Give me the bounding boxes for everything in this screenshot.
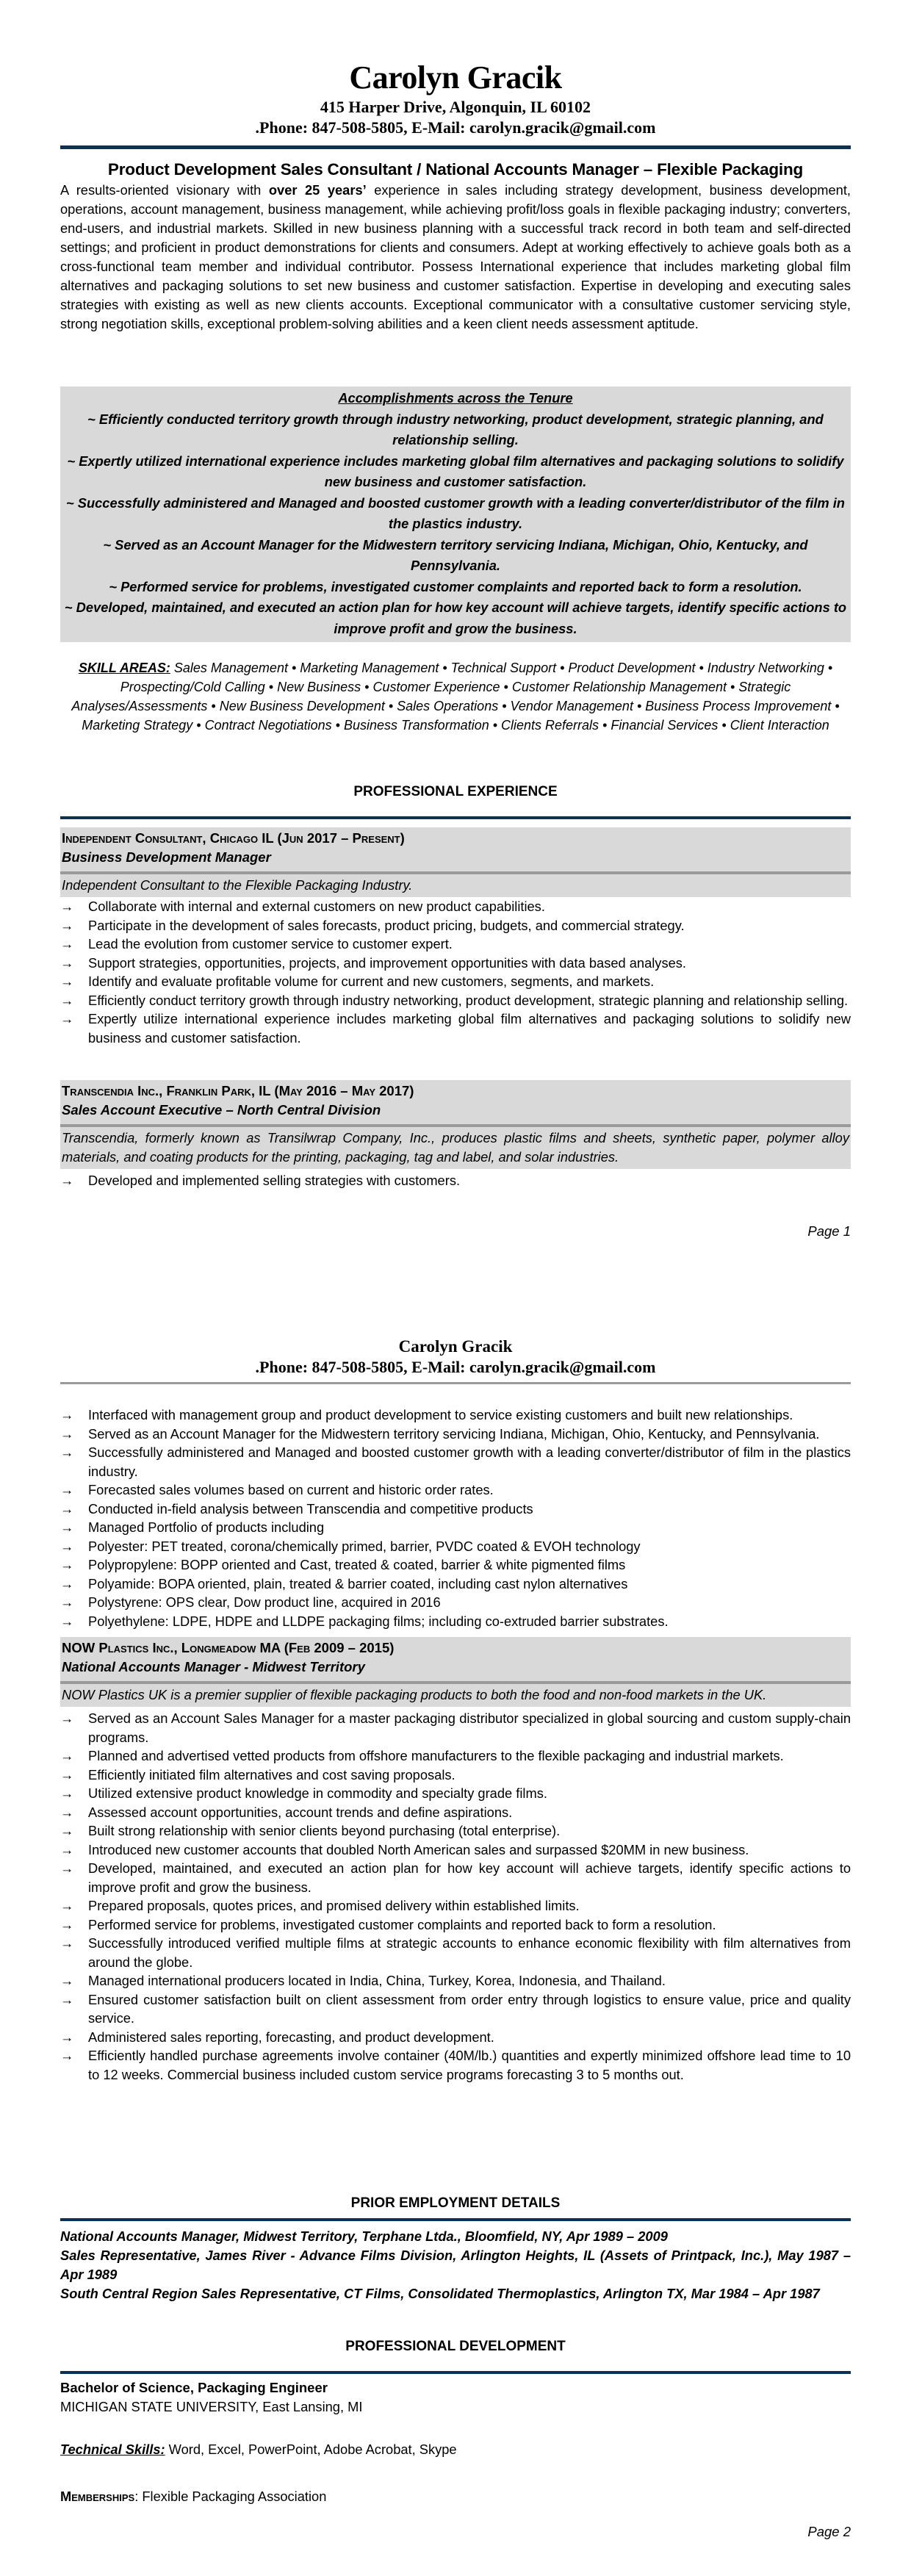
arrow-right-icon: → [60, 1766, 74, 1782]
job-description: Independent Consultant to the Flexible Packaging Industry. [60, 874, 851, 897]
arrow-right-icon: → [60, 2029, 74, 2045]
bullet-text: Polyethylene: LDPE, HDPE and LLDPE packaging films; including co-extruded barrier substrates. [88, 1613, 669, 1629]
arrow-right-icon: → [60, 1482, 74, 1497]
bullet-item [60, 1896, 851, 1915]
memberships [60, 2487, 851, 2506]
bullet-text: Interfaced with management group and product development to service existing customers and built new relationships. [88, 1407, 793, 1422]
job-description: Transcendia, formerly known as Transilwrap Company, Inc., produces plastic films and sheets, synthetic paper, polymer alloy materials, and coating products for the printing, packaging, tag and label, and solar industries. [60, 1127, 851, 1169]
bullet-item [60, 1010, 851, 1047]
job-bullets [60, 1171, 851, 1190]
memberships-label: Memberships [60, 2489, 135, 2504]
job-independent-consultant [60, 827, 851, 1047]
bullet-text: Expertly utilize international experience includes marketing global film alternatives and packaging solutions to solidify new business and customer satisfaction. [88, 1011, 851, 1046]
bullet-item [60, 935, 851, 954]
bullet-item [60, 2028, 851, 2047]
school: MICHIGAN STATE UNIVERSITY, East Lansing, MI [60, 2399, 363, 2414]
education [60, 2378, 851, 2417]
arrow-right-icon: → [60, 1710, 74, 1726]
job-role: Business Development Manager [62, 849, 271, 865]
bullet-item [60, 1537, 851, 1556]
bullet-item [60, 2046, 851, 2084]
arrow-right-icon: → [60, 1785, 74, 1801]
prior-employment-list [60, 2227, 851, 2303]
prior-employment-heading: PRIOR EMPLOYMENT DETAILS [350, 2195, 561, 2211]
job-header [60, 1637, 851, 1681]
accomplishment-item: ~ Expertly utilized international experience includes marketing global film alternatives and packaging solutions to solidify new business and customer satisfaction. [67, 453, 844, 489]
job-header [60, 1080, 851, 1124]
bullet-item [60, 1990, 851, 2028]
arrow-right-icon: → [60, 1898, 74, 1913]
bullet-item [60, 1171, 851, 1190]
arrow-right-icon: → [60, 1519, 74, 1535]
degree: Bachelor of Science, Packaging Engineer [60, 2380, 328, 2395]
bullet-text: Collaborate with internal and external customers on new product capabilities. [88, 899, 545, 914]
candidate-address: 415 Harper Drive, Algonquin, IL 60102 [320, 98, 591, 116]
page-number: Page 1 [807, 1223, 851, 1239]
accomplishments-heading: Accomplishments across the Tenure [338, 390, 573, 406]
bullet-text: Ensured customer satisfaction built on client assessment from order entry through logistics to ensure value, price and quality service. [88, 1991, 851, 2026]
bullet-item [60, 1612, 851, 1631]
job-transcendia-continued [60, 1406, 851, 1630]
bullet-text: Forecasted sales volumes based on current and historic order rates. [88, 1482, 494, 1497]
arrow-right-icon: → [60, 1173, 74, 1188]
accomplishment-item: ~ Successfully administered and Managed and boosted customer growth with a leading converter/distributor of the film in the plastics industry. [66, 494, 845, 531]
bullet-item [60, 1481, 851, 1500]
arrow-right-icon: → [60, 936, 74, 951]
bullet-item [60, 897, 851, 916]
bullet-text: Polyester: PET treated, corona/chemically primed, barrier, PVDC coated & EVOH technology [88, 1538, 641, 1554]
arrow-right-icon: → [60, 992, 74, 1008]
bullet-item [60, 1593, 851, 1612]
bullet-text: Performed service for problems, investigated customer complaints and reported back to form a resolution. [88, 1916, 716, 1932]
bullet-text: Administered sales reporting, forecasting, and product development. [88, 2029, 494, 2045]
accomplishment-item: ~ Efficiently conducted territory growth through industry networking, product development, strategic planning, and relationship selling. [87, 411, 824, 447]
bullet-text: Successfully administered and Managed and boosted customer growth with a leading converter/distributor of film in the plastics industry. [88, 1444, 851, 1479]
bullet-text: Managed international producers located in India, China, Turkey, Korea, Indonesia, and Thailand. [88, 1973, 666, 1988]
arrow-right-icon: → [60, 1916, 74, 1932]
summary-emphasis: over 25 years’ [268, 182, 367, 198]
arrow-right-icon: → [60, 917, 74, 933]
technical-skills-value: Word, Excel, PowerPoint, Adobe Acrobat, Skype [165, 2442, 457, 2457]
arrow-right-icon: → [60, 2048, 74, 2063]
technical-skills-label: Technical Skills: [60, 2442, 165, 2457]
arrow-right-icon: → [60, 1804, 74, 1820]
bullet-text: Participate in the development of sales forecasts, product pricing, budgets, and commercial strategy. [88, 917, 685, 933]
bullet-text: Lead the evolution from customer service to customer expert. [88, 936, 453, 951]
summary-text: experience in sales including strategy development, business development, operations, account management, business management, while achieving profit/loss goals in flexible packaging industry; converters, end-users, and industrial markets. Skilled in new business planning with a successful track record in both team and self-directed settings; and proficient in product demonstrations for clients and consumers. Adept at working effectively to achieve goals both as a cross-functional team member and individual contributor. Possess International experience that includes marketing global film alternatives and packaging solutions to set new business and customer satisfaction. Expertise in developing and executing sales strategies with existing as well as new clients accounts. Exceptional communicator with a consultative customer servicing style, strong negotiation skills, exceptional problem-solving abilities and a keen client needs assessment aptitude. [60, 182, 851, 331]
bullet-text: Planned and advertised vetted products from offshore manufacturers to the flexible packaging and industrial markets. [88, 1748, 784, 1763]
arrow-right-icon: → [60, 974, 74, 989]
arrow-right-icon: → [60, 1973, 74, 1988]
bullet-item [60, 1821, 851, 1841]
development-rule [60, 2371, 851, 2374]
bullet-item [60, 1518, 851, 1537]
bullet-text: Served as an Account Manager for the Midwestern territory servicing Indiana, Michigan, Ohio, Kentucky, and Pennsylvania. [88, 1425, 820, 1442]
skill-areas-list: Sales Management • Marketing Management • Technical Support • Product Development • Industry Networking • Prospecting/Cold Calling • New Business • Customer Experience • Customer Relationship Management • Strategic Analyses/Assessments • New Business Development • Sales Operations • Vendor Management • Business Process Improvement • Marketing Strategy • Contract Negotiations • Business Transformation • Clients Referrals • Financial Services • Client Interaction [71, 661, 840, 733]
bullet-item [60, 1915, 851, 1935]
bullet-text: Efficiently handled purchase agreements involve container (40M/lb.) quantities and expertly minimized offshore lead time to 10 to 12 weeks. Commercial business included custom service programs forecasting 3 to 5 months out. [88, 2048, 851, 2082]
job-bullets [60, 1709, 851, 2084]
arrow-right-icon: → [60, 1011, 74, 1026]
page2-header [60, 1336, 851, 1378]
bullet-item [60, 1859, 851, 1896]
bullet-item [60, 1746, 851, 1766]
profile-section [60, 159, 851, 334]
job-bullets [60, 1406, 851, 1630]
arrow-right-icon: → [60, 1557, 74, 1572]
arrow-right-icon: → [60, 1860, 74, 1876]
arrow-right-icon: → [60, 1500, 74, 1517]
bullet-text: Support strategies, opportunities, projects, and improvement opportunities with data based analyses. [88, 954, 686, 971]
bullet-text: Developed, maintained, and executed an action plan for how key account will achieve targets, identify specific actions to improve profit and grow the business. [88, 1860, 851, 1895]
header-rule [60, 145, 851, 149]
arrow-right-icon: → [60, 1425, 74, 1442]
arrow-right-icon: → [60, 899, 74, 914]
arrow-right-icon: → [60, 1444, 74, 1460]
profile-title: Product Development Sales Consultant / National Accounts Manager – Flexible Packaging [107, 160, 804, 179]
arrow-right-icon: → [60, 1613, 74, 1629]
bullet-item [60, 1803, 851, 1822]
memberships-value: : Flexible Packaging Association [134, 2489, 327, 2504]
bullet-text: Polystyrene: OPS clear, Dow product line, acquired in 2016 [88, 1594, 441, 1610]
page-number: Page 2 [807, 2524, 851, 2539]
page2-header-rule [60, 1382, 851, 1384]
bullet-text: Prepared proposals, quotes prices, and promised delivery within established limits. [88, 1898, 580, 1913]
arrow-right-icon: → [60, 1538, 74, 1554]
bullet-text: Managed Portfolio of products including [88, 1519, 325, 1535]
bullet-item [60, 1425, 851, 1444]
accomplishment-item: ~ Served as an Account Manager for the Midwestern territory servicing Indiana, Michigan, Ohio, Kentucky, and Pennsylvania. [103, 536, 808, 573]
bullet-text: Identify and evaluate profitable volume for current and new customers, segments, and markets. [88, 974, 655, 989]
bullet-item [60, 972, 851, 991]
bullet-item [60, 916, 851, 935]
profile-summary [60, 181, 851, 334]
bullet-item [60, 1555, 851, 1575]
bullet-item [60, 1709, 851, 1746]
experience-rule [60, 816, 851, 819]
resume-header [60, 59, 851, 138]
prior-employment-rule [60, 2218, 851, 2221]
job-company: NOW Plastics Inc., Longmeadow MA (Feb 2009 – 2015) [62, 1640, 395, 1655]
bullet-item [60, 1934, 851, 1971]
bullet-item [60, 1500, 851, 1519]
technical-skills [60, 2440, 851, 2459]
accomplishment-item: ~ Developed, maintained, and executed an action plan for how key account will achieve targets, identify specific actions to improve profit and grow the business. [64, 600, 847, 636]
bullet-text: Served as an Account Sales Manager for a master packaging distributor specialized in global sourcing and custom supply-chain programs. [88, 1710, 851, 1745]
arrow-right-icon: → [60, 1748, 74, 1763]
prior-employment-item: National Accounts Manager, Midwest Territory, Terphane Ltda., Bloomfield, NY, Apr 1989 – 2009 [60, 2228, 668, 2244]
accomplishments-box [60, 386, 851, 642]
bullet-text: Conducted in-field analysis between Transcendia and competitive products [88, 1500, 533, 1517]
bullet-text: Efficiently initiated film alternatives and cost saving proposals. [88, 1766, 455, 1782]
bullet-text: Successfully introduced verified multiple films at strategic accounts to enhance economic flexibility with film alternatives from around the globe. [88, 1935, 851, 1970]
prior-employment-item: South Central Region Sales Representative, CT Films, Consolidated Thermoplastics, Arlington TX, Mar 1984 – Apr 1987 [60, 2286, 820, 2301]
arrow-right-icon: → [60, 1575, 74, 1591]
arrow-right-icon: → [60, 1935, 74, 1951]
bullet-text: Introduced new customer accounts that doubled North American sales and surpassed $20MM in new business. [88, 1841, 749, 1857]
bullet-text: Efficiently conduct territory growth through industry networking, product development, strategic planning and relationship selling. [88, 992, 849, 1008]
bullet-text: Developed and implemented selling strategies with customers. [88, 1173, 461, 1188]
job-role: Sales Account Executive – North Central Division [62, 1102, 381, 1118]
job-role: National Accounts Manager - Midwest Territory [62, 1659, 365, 1674]
bullet-item [60, 1766, 851, 1785]
prior-employment-item: Sales Representative, James River - Advance Films Division, Arlington Heights, IL (Assets of Printpack, Inc.), May 1987 – Apr 1989 [60, 2248, 851, 2282]
arrow-right-icon: → [60, 1823, 74, 1838]
candidate-contact: .Phone: 847-508-5805, E-Mail: carolyn.gracik@gmail.com [255, 118, 656, 137]
summary-text: A results-oriented visionary with [60, 182, 269, 198]
job-now-plastics [60, 1637, 851, 2084]
bullet-item [60, 991, 851, 1010]
development-heading: PROFESSIONAL DEVELOPMENT [345, 2339, 566, 2354]
job-company: Transcendia Inc., Franklin Park, IL (May 2016 – May 2017) [62, 1083, 414, 1098]
bullet-item [60, 1784, 851, 1803]
bullet-item [60, 1406, 851, 1425]
candidate-name: Carolyn Gracik [349, 60, 562, 96]
job-description: NOW Plastics UK is a premier supplier of flexible packaging products to both the food and non-food markets in the UK. [60, 1684, 851, 1707]
skill-areas [60, 658, 851, 735]
job-header [60, 827, 851, 871]
experience-heading: PROFESSIONAL EXPERIENCE [353, 784, 558, 799]
bullet-text: Polypropylene: BOPP oriented and Cast, treated & coated, barrier & white pigmented films [88, 1557, 626, 1572]
arrow-right-icon: → [60, 1991, 74, 2007]
arrow-right-icon: → [60, 954, 74, 971]
bullet-item [60, 1575, 851, 1594]
bullet-item [60, 1971, 851, 1990]
bullet-text: Built strong relationship with senior clients beyond purchasing (total enterprise). [88, 1823, 561, 1838]
job-transcendia [60, 1080, 851, 1190]
accomplishment-item: ~ Performed service for problems, investigated customer complaints and reported back to form a resolution. [109, 578, 802, 594]
skill-areas-label: SKILL AREAS: [78, 661, 170, 675]
bullet-text: Assessed account opportunities, account trends and define aspirations. [88, 1804, 513, 1820]
arrow-right-icon: → [60, 1594, 74, 1610]
page-2 [0, 1288, 911, 2576]
arrow-right-icon: → [60, 1841, 74, 1857]
bullet-item [60, 1443, 851, 1481]
job-company: Independent Consultant, Chicago IL (Jun 2017 – Present) [62, 830, 405, 846]
bullet-text: Utilized extensive product knowledge in commodity and specialty grade films. [88, 1785, 547, 1801]
candidate-contact: .Phone: 847-508-5805, E-Mail: carolyn.gracik@gmail.com [255, 1358, 656, 1376]
bullet-text: Polyamide: BOPA oriented, plain, treated & barrier coated, including cast nylon alternatives [88, 1575, 628, 1591]
bullet-item [60, 954, 851, 973]
bullet-item [60, 1841, 851, 1860]
arrow-right-icon: → [60, 1407, 74, 1422]
job-bullets [60, 897, 851, 1047]
candidate-name: Carolyn Gracik [398, 1337, 513, 1356]
